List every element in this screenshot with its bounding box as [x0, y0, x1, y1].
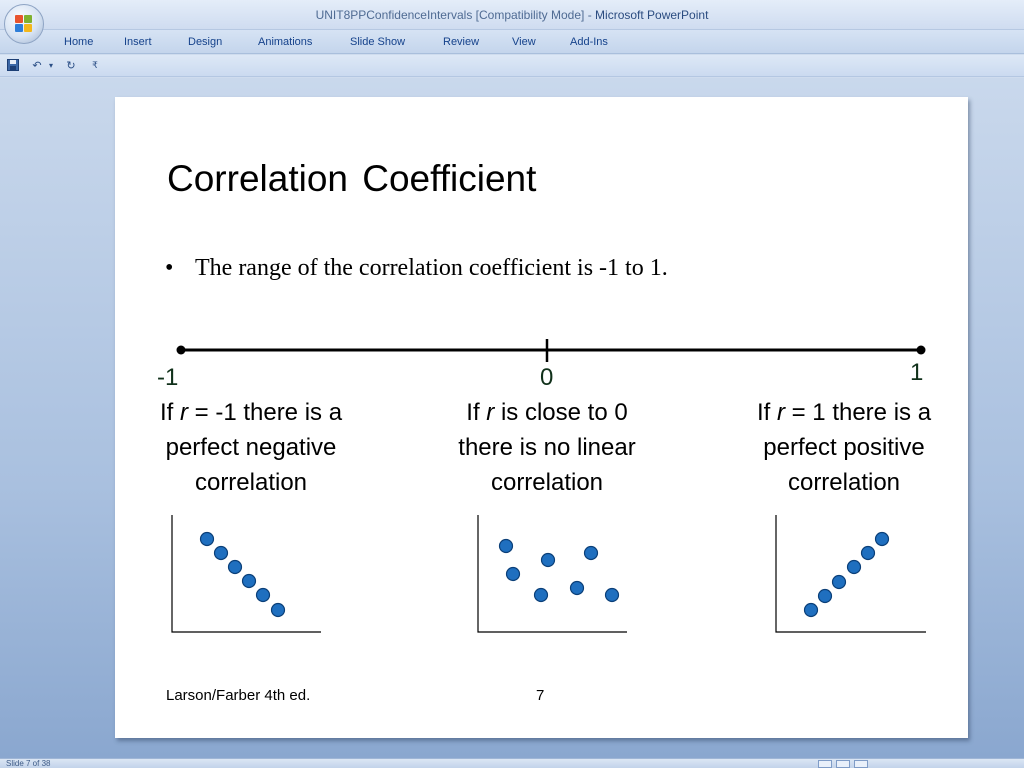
tab-home[interactable]: Home — [64, 36, 94, 48]
scatter-point — [500, 540, 513, 553]
slide[interactable] — [115, 97, 968, 738]
axis-label-minus-one: -1 — [157, 364, 179, 391]
customize-toolbar-icon[interactable]: ₹ — [92, 61, 98, 71]
quick-access-toolbar — [0, 55, 1024, 77]
slide-footer: Larson/Farber 4th ed. — [166, 687, 311, 704]
bullet-text: The range of the correlation coefficient is -1 to 1. — [195, 255, 668, 281]
save-icon[interactable] — [6, 59, 20, 73]
tab-animations[interactable]: Animations — [258, 36, 313, 48]
scatter-point — [272, 604, 285, 617]
normal-view-icon[interactable] — [818, 760, 832, 768]
bullet-icon: • — [165, 255, 174, 281]
tab-slide-show[interactable]: Slide Show — [350, 36, 406, 48]
slide-editing-area — [0, 78, 1024, 758]
caption-negative-post: = -1 there is a perfect negative correlation — [165, 399, 343, 496]
window-title-app: Microsoft PowerPoint — [595, 8, 709, 22]
scatter-point — [243, 575, 256, 588]
scatter-point — [862, 547, 875, 560]
scatter-point — [542, 554, 555, 567]
scatter-point — [507, 568, 520, 581]
tab-design[interactable]: Design — [188, 36, 223, 48]
ribbon-tabs — [0, 30, 1024, 54]
tab-review[interactable]: Review — [443, 36, 480, 48]
scatter-point — [805, 604, 818, 617]
undo-dropdown-icon[interactable]: ▾ — [48, 61, 53, 70]
scatter-point — [571, 582, 584, 595]
axis-label-one: 1 — [910, 359, 924, 386]
caption-negative-correlation[interactable] — [146, 395, 356, 500]
scatter-point — [257, 589, 270, 602]
caption-none-post: is close to 0 there is no linear correlation — [458, 399, 636, 496]
scatter-point — [833, 576, 846, 589]
window-title-doc: UNIT8PPConfidenceIntervals [Compatibility Mode] - — [315, 8, 596, 22]
axis-label-zero: 0 — [540, 364, 554, 391]
slide-sorter-view-icon[interactable] — [836, 760, 850, 768]
tab-view[interactable]: View — [512, 36, 536, 48]
caption-none-var: r — [486, 399, 495, 426]
title-bar — [0, 0, 1024, 30]
scatter-none — [477, 515, 629, 633]
office-logo-icon — [15, 15, 33, 33]
redo-icon[interactable]: ↻ — [66, 59, 76, 72]
scatter-positive — [775, 515, 927, 633]
scatter-point — [819, 590, 832, 603]
undo-icon[interactable]: ↶ — [32, 59, 42, 72]
window-title — [0, 8, 1024, 22]
caption-none-pre: If — [466, 399, 487, 426]
scatter-point — [229, 561, 242, 574]
caption-positive-var: r — [776, 399, 785, 426]
tab-insert[interactable]: Insert — [124, 36, 152, 48]
status-slide-count: Slide 7 of 38 — [6, 759, 51, 768]
slide-number: 7 — [536, 687, 545, 704]
caption-positive-pre: If — [756, 399, 777, 426]
scatter-point — [201, 533, 214, 546]
scatter-point — [848, 561, 861, 574]
scatter-point — [585, 547, 598, 560]
caption-negative-pre: If — [159, 399, 180, 426]
scatter-negative — [171, 515, 321, 633]
caption-no-correlation[interactable] — [442, 395, 652, 500]
scatter-point — [535, 589, 548, 602]
scatter-point — [876, 533, 889, 546]
caption-positive-post: = 1 there is a perfect positive correlation — [763, 399, 932, 496]
slide-title[interactable]: Correlation Coefficient — [167, 158, 537, 199]
scatter-point — [215, 547, 228, 560]
slide-show-view-icon[interactable] — [854, 760, 868, 768]
tab-add-ins[interactable]: Add-Ins — [570, 36, 608, 48]
caption-negative-var: r — [179, 399, 188, 426]
scatter-point — [606, 589, 619, 602]
caption-positive-correlation[interactable] — [739, 395, 949, 500]
office-button[interactable] — [4, 4, 44, 44]
status-bar — [0, 758, 1024, 768]
